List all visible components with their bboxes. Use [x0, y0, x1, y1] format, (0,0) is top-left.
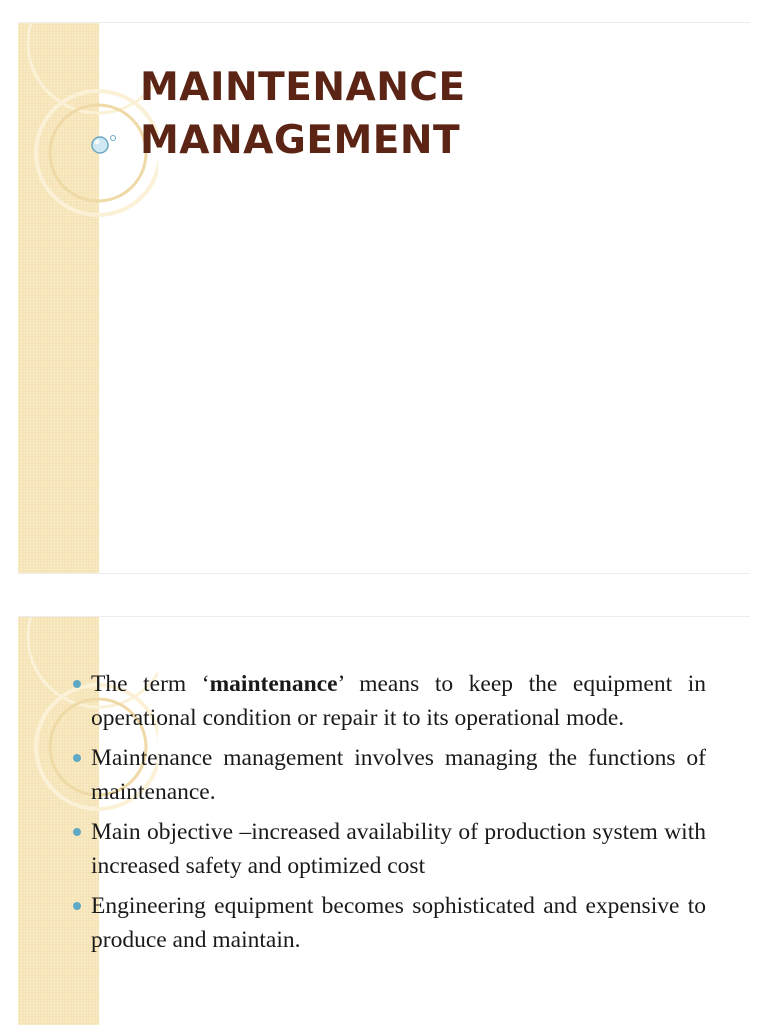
bullet-list [73, 667, 706, 963]
bullet-item [73, 815, 706, 883]
bullet-dot-icon [73, 754, 81, 762]
bullet-text: Maintenance management involves managing the functions of maintenance. [91, 745, 706, 805]
bullet-item [73, 741, 706, 809]
title-slide [18, 22, 750, 574]
bubble-icon [90, 134, 120, 158]
bullet-text: Engineering equipment becomes sophisticated and expensive to produce and maintain. [91, 893, 706, 953]
title-line-1: MAINTENANCE [140, 65, 466, 110]
bullet-dot-icon [73, 680, 81, 688]
swirl-decoration-icon [18, 23, 158, 223]
bullet-text: ’ means to keep the equipment in operational condition or repair it to its operational mode. [91, 671, 706, 731]
bullet-item [73, 667, 706, 735]
slide-title [140, 61, 466, 167]
bullet-dot-icon [73, 902, 81, 910]
content-slide [18, 616, 750, 1025]
title-line-2: MANAGEMENT [140, 118, 461, 163]
bullet-text: Main objective –increased availability of production system with increased safety and optimized cost [91, 819, 706, 879]
bullet-text: The term ‘ [91, 671, 210, 697]
bullet-dot-icon [73, 828, 81, 836]
bullet-item [73, 889, 706, 957]
bullet-bold-term: maintenance [209, 671, 338, 697]
